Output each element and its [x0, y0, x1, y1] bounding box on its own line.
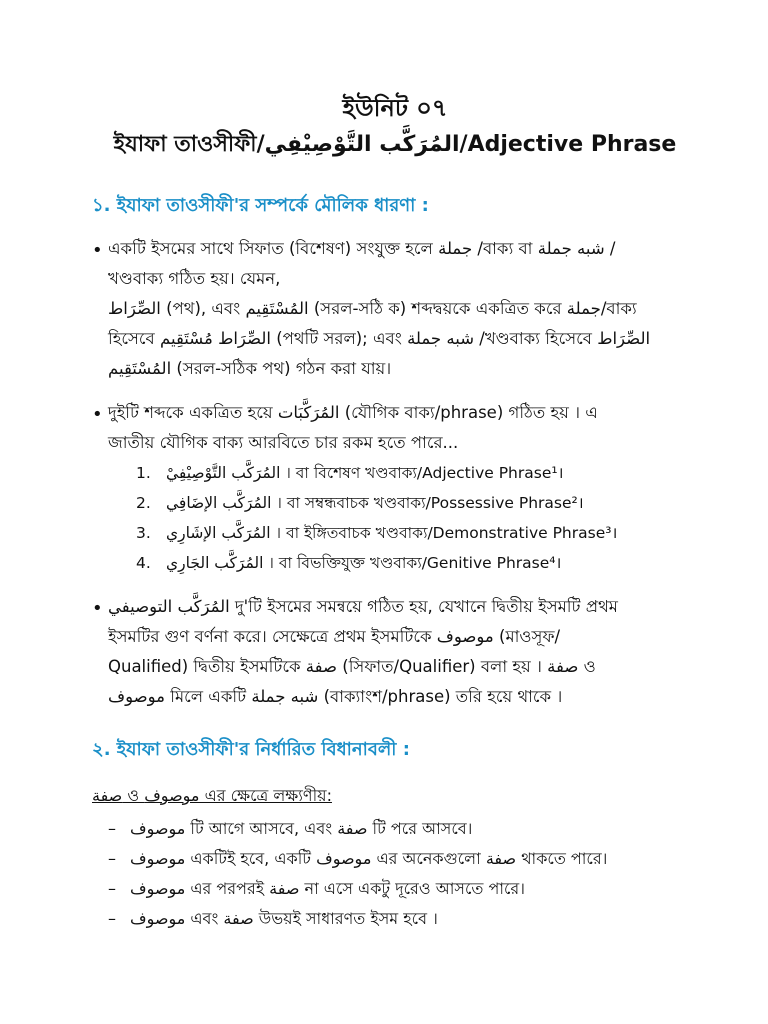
paragraph-line: • দুইটি শব্দকে একত্রিত হয়ে المُرَكَّبَات (যৌগিক বাক্য/phrase) গঠিত হয় । এ [108, 403, 598, 422]
section-heading-basic-concept: ১. ইযাফা তাওসীফী'র সম্পর্কে মৌলিক ধারণা : [92, 195, 429, 216]
paragraph-line: الصِّرَاط (পথ), এবং المُسْتَقِيم (সরল-সঠি ক) শব্দদ্বয়কে একত্রিত করে جملة/বাক্য [108, 299, 637, 318]
title-arabic: المُرَكَّب التَّوْصِيْفِي [264, 132, 460, 157]
list-number: 3. [136, 524, 151, 542]
list-item [136, 548, 698, 578]
list-text: المُرَكَّب التَّوْصِيْفِيْ । বা বিশেষণ খণ্ডবাক্য/Adjective Phrase¹। [166, 464, 564, 482]
rule-text: موصوف টি আগে আসবে, এবং صفة টি পরে আসবে। [130, 819, 473, 838]
rule-item [108, 844, 698, 874]
bullet-paragraph-1 [92, 234, 698, 384]
list-number: 1. [136, 464, 151, 482]
dash-marker: – [108, 909, 116, 928]
paragraph-line: • একটি ইসমের সাথে সিফাত (বিশেষণ) সংযুক্ত হলে جملة /বাক্য বা شبه جملة / [108, 239, 616, 258]
rule-item [108, 814, 698, 844]
section-heading-rules: ২. ইযাফা তাওসীফী'র নির্ধারিত বিধানাবলী : [92, 739, 410, 760]
bullet-paragraph-3 [92, 592, 698, 712]
bullet-paragraph-2 [92, 398, 698, 578]
title-english: Adjective Phrase [467, 132, 677, 157]
list-number: 2. [136, 494, 151, 512]
paragraph-line: المُسْتَقِيم (সরল-সঠিক পথ) গঠন করা যায়। [108, 359, 392, 378]
title-bengali: ইযাফা তাওসীফী [113, 132, 257, 157]
rule-text: موصوف এর পরপরই صفة না এসে একটু দূরেও আসতে পারে। [130, 879, 525, 898]
list-text: المُرَكَّب الإضَافِي । বা সম্বন্ধবাচক খণ্ডবাক্য/Possessive Phrase²। [166, 494, 584, 512]
list-number: 4. [136, 554, 151, 572]
paragraph-line: • المُرَكَّب التوصيفي দু'টি ইসমের সমন্বয়ে গঠিত হয়, যেখানে দ্বিতীয় ইসমটি প্রথম [108, 597, 618, 616]
list-text: المُرَكَّب الإشَارِي । বা ইঙ্গিতবাচক খণ্ডবাক্য/Demonstrative Phrase³। [166, 524, 618, 542]
dash-marker: – [108, 849, 116, 868]
list-item [136, 518, 698, 548]
title-separator-2: / [459, 132, 468, 157]
paragraph-line: ইসমটির গুণ বর্ণনা করে। সেক্ষেত্রে প্রথম ইসমটিকে موصوف (মাওসূফ/ [108, 627, 561, 646]
unit-title: ইউনিট ০৭ [342, 94, 448, 122]
list-item [136, 458, 698, 488]
rule-item [108, 904, 698, 934]
rules-list [92, 814, 698, 934]
paragraph-line: হিসেবে الصِّرَاط مُسْتَقِيم (পথটি সরল); এবং شبه جملة /খণ্ডবাক্য হিসেবে الصِّرَاط [108, 329, 651, 348]
paragraph-line: Qualified) দ্বিতীয় ইসমটিকে صفة (সিফাত/Qualifier) বলা হয় । صفة ও [108, 657, 596, 676]
dash-marker: – [108, 819, 116, 838]
list-text: المُرَكَّب الجَارِي । বা বিভক্তিযুক্ত খণ্ডবাক্য/Genitive Phrase⁴। [166, 554, 562, 572]
rules-intro: صفة ও موصوف এর ক্ষেত্রে লক্ষ্যণীয়: [92, 786, 332, 805]
rule-text: موصوف এবং صفة উভয়ই সাধারণত ইসম হবে । [130, 909, 438, 928]
main-title [92, 128, 698, 162]
paragraph-line: খণ্ডবাক্য গঠিত হয়। যেমন, [108, 269, 281, 288]
paragraph-line: জাতীয় যৌগিক বাক্য আরবিতে চার রকম হতে পারে... [108, 433, 459, 452]
paragraph-line: موصوف মিলে একটি شبه جملة (বাক্যাংশ/phrase) তরি হয়ে থাকে । [108, 687, 563, 706]
rule-item [108, 874, 698, 904]
rule-text: موصوف একটিই হবে, একটি موصوف এর অনেকগুলো صفة থাকতে পারে। [130, 849, 608, 868]
dash-marker: – [108, 879, 116, 898]
title-separator: / [256, 132, 265, 157]
phrase-types-list [108, 458, 698, 578]
list-item [136, 488, 698, 518]
